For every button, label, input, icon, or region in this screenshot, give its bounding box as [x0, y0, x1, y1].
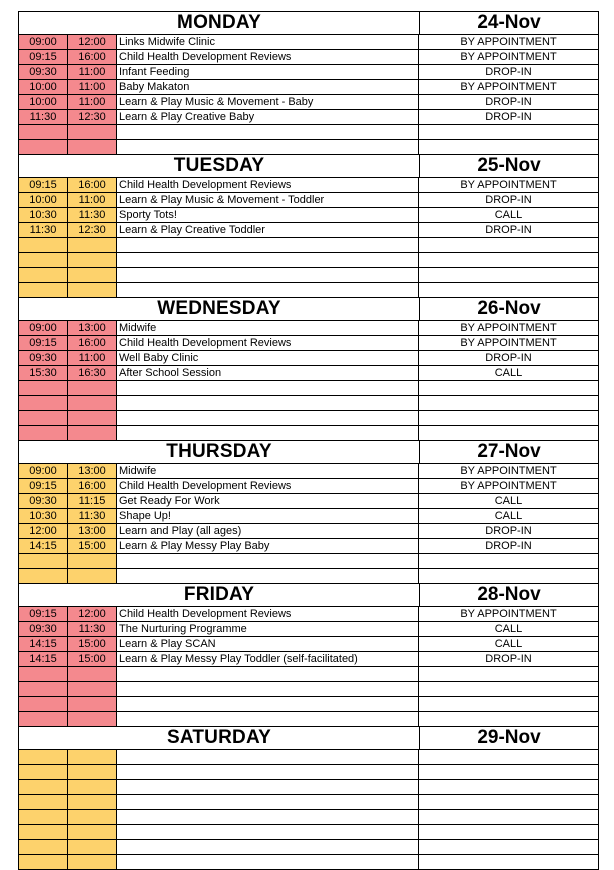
end-time-cell	[68, 381, 117, 395]
end-time-cell	[68, 667, 117, 681]
booking-note-cell: BY APPOINTMENT	[460, 337, 557, 349]
start-time-cell: 10:00	[19, 193, 68, 207]
day-header	[19, 155, 598, 178]
schedule-row	[19, 509, 598, 524]
booking-note-cell	[419, 283, 598, 297]
start-time-cell	[19, 381, 68, 395]
day-header	[19, 584, 598, 607]
schedule-row	[19, 381, 598, 396]
end-time-cell: 11:30	[68, 509, 117, 523]
activity-cell: After School Session	[117, 366, 419, 380]
booking-note-cell: CALL	[494, 209, 523, 221]
booking-note-cell: BY APPOINTMENT	[460, 608, 557, 620]
activity-cell	[117, 682, 419, 696]
start-time-cell: 11:30	[19, 110, 68, 124]
activity-cell: Child Health Development Reviews	[117, 178, 419, 192]
end-time-cell: 16:00	[68, 178, 117, 192]
end-time-cell: 12:30	[68, 223, 117, 237]
day-block-wednesday	[18, 297, 599, 440]
end-time-cell	[68, 712, 117, 726]
schedule-row	[19, 554, 598, 569]
schedule-row	[19, 464, 598, 479]
activity-cell: Child Health Development Reviews	[117, 50, 419, 64]
day-name: WEDNESDAY	[19, 298, 420, 320]
booking-note-cell: BY APPOINTMENT	[460, 322, 557, 334]
schedule-row	[19, 268, 598, 283]
booking-note-cell	[419, 712, 598, 726]
day-header	[19, 298, 598, 321]
start-time-cell: 09:30	[19, 622, 68, 636]
booking-note-cell: BY APPOINTMENT	[460, 81, 557, 93]
end-time-cell	[68, 825, 117, 839]
schedule-row	[19, 65, 598, 80]
activity-cell	[117, 712, 419, 726]
booking-note-cell: DROP-IN	[485, 96, 532, 108]
schedule-row	[19, 855, 598, 869]
end-time-cell: 13:00	[68, 464, 117, 478]
activity-cell: Learn & Play Creative Toddler	[117, 223, 419, 237]
end-time-cell	[68, 554, 117, 568]
booking-note-cell	[419, 411, 598, 425]
activity-cell	[117, 238, 419, 252]
booking-note-cell: DROP-IN	[485, 653, 532, 665]
activity-cell: Shape Up!	[117, 509, 419, 523]
schedule-row	[19, 95, 598, 110]
schedule-row	[19, 825, 598, 840]
schedule-row	[19, 193, 598, 208]
start-time-cell	[19, 569, 68, 583]
start-time-cell	[19, 750, 68, 764]
day-name: SATURDAY	[19, 727, 420, 749]
activity-cell	[117, 569, 419, 583]
schedule-row	[19, 426, 598, 440]
end-time-cell: 16:00	[68, 50, 117, 64]
end-time-cell: 12:00	[68, 607, 117, 621]
end-time-cell: 11:00	[68, 65, 117, 79]
booking-note-cell	[419, 682, 598, 696]
schedule-row	[19, 178, 598, 193]
activity-cell	[117, 283, 419, 297]
start-time-cell: 10:30	[19, 208, 68, 222]
schedule-row	[19, 35, 598, 50]
schedule-row	[19, 208, 598, 223]
schedule-row	[19, 321, 598, 336]
start-time-cell	[19, 667, 68, 681]
booking-note-cell: CALL	[494, 510, 523, 522]
start-time-cell	[19, 426, 68, 440]
start-time-cell	[19, 855, 68, 869]
activity-cell: Learn and Play (all ages)	[117, 524, 419, 538]
end-time-cell: 16:30	[68, 366, 117, 380]
schedule-row	[19, 682, 598, 697]
activity-cell: Infant Feeding	[117, 65, 419, 79]
end-time-cell	[68, 238, 117, 252]
activity-cell: Learn & Play Messy Play Baby	[117, 539, 419, 553]
activity-cell	[117, 697, 419, 711]
booking-note-cell: CALL	[494, 638, 523, 650]
booking-note-cell: CALL	[494, 623, 523, 635]
end-time-cell: 11:15	[68, 494, 117, 508]
activity-cell: Well Baby Clinic	[117, 351, 419, 365]
booking-note-cell: DROP-IN	[485, 194, 532, 206]
start-time-cell	[19, 682, 68, 696]
day-name: MONDAY	[19, 12, 420, 34]
end-time-cell: 15:00	[68, 539, 117, 553]
schedule-row	[19, 253, 598, 268]
activity-cell	[117, 411, 419, 425]
activity-cell	[117, 140, 419, 154]
end-time-cell: 11:30	[68, 208, 117, 222]
activity-cell: Child Health Development Reviews	[117, 336, 419, 350]
schedule-row	[19, 80, 598, 95]
weekly-timetable	[18, 11, 599, 870]
booking-note-cell: DROP-IN	[485, 540, 532, 552]
start-time-cell	[19, 283, 68, 297]
start-time-cell: 10:00	[19, 80, 68, 94]
activity-cell	[117, 667, 419, 681]
end-time-cell: 12:30	[68, 110, 117, 124]
activity-cell	[117, 825, 419, 839]
day-date: 29-Nov	[477, 727, 541, 748]
activity-cell: Links Midwife Clinic	[117, 35, 419, 49]
booking-note-cell	[419, 840, 598, 854]
booking-note-cell: DROP-IN	[485, 224, 532, 236]
start-time-cell: 12:00	[19, 524, 68, 538]
start-time-cell	[19, 554, 68, 568]
activity-cell: Learn & Play Music & Movement - Baby	[117, 95, 419, 109]
schedule-row	[19, 494, 598, 509]
start-time-cell: 09:15	[19, 607, 68, 621]
start-time-cell: 15:30	[19, 366, 68, 380]
schedule-row	[19, 351, 598, 366]
booking-note-cell	[419, 238, 598, 252]
booking-note-cell	[419, 765, 598, 779]
start-time-cell: 10:00	[19, 95, 68, 109]
activity-cell: Child Health Development Reviews	[117, 479, 419, 493]
schedule-row	[19, 411, 598, 426]
end-time-cell	[68, 125, 117, 139]
start-time-cell	[19, 712, 68, 726]
end-time-cell	[68, 855, 117, 869]
booking-note-cell	[419, 140, 598, 154]
booking-note-cell: BY APPOINTMENT	[460, 36, 557, 48]
end-time-cell: 16:00	[68, 479, 117, 493]
booking-note-cell	[419, 750, 598, 764]
schedule-row	[19, 396, 598, 411]
end-time-cell: 11:00	[68, 80, 117, 94]
activity-cell	[117, 396, 419, 410]
start-time-cell: 09:15	[19, 178, 68, 192]
activity-cell	[117, 268, 419, 282]
booking-note-cell	[419, 697, 598, 711]
activity-cell	[117, 810, 419, 824]
activity-cell: Child Health Development Reviews	[117, 607, 419, 621]
end-time-cell: 11:00	[68, 351, 117, 365]
start-time-cell: 09:30	[19, 65, 68, 79]
booking-note-cell: CALL	[494, 367, 523, 379]
schedule-row	[19, 539, 598, 554]
activity-cell	[117, 125, 419, 139]
schedule-row	[19, 125, 598, 140]
end-time-cell	[68, 840, 117, 854]
booking-note-cell	[419, 825, 598, 839]
day-block-monday	[18, 11, 599, 154]
schedule-row	[19, 765, 598, 780]
booking-note-cell	[419, 268, 598, 282]
booking-note-cell	[419, 396, 598, 410]
activity-cell: Learn & Play SCAN	[117, 637, 419, 651]
start-time-cell: 11:30	[19, 223, 68, 237]
end-time-cell	[68, 795, 117, 809]
start-time-cell: 09:00	[19, 35, 68, 49]
activity-cell: The Nurturing Programme	[117, 622, 419, 636]
day-header	[19, 12, 598, 35]
schedule-row	[19, 479, 598, 494]
end-time-cell: 11:00	[68, 193, 117, 207]
start-time-cell	[19, 396, 68, 410]
booking-note-cell	[419, 554, 598, 568]
start-time-cell: 09:00	[19, 464, 68, 478]
start-time-cell	[19, 765, 68, 779]
end-time-cell: 15:00	[68, 652, 117, 666]
end-time-cell	[68, 396, 117, 410]
day-name: TUESDAY	[19, 155, 420, 177]
day-name: THURSDAY	[19, 441, 420, 463]
booking-note-cell	[419, 569, 598, 583]
schedule-row	[19, 667, 598, 682]
activity-cell	[117, 795, 419, 809]
end-time-cell: 12:00	[68, 35, 117, 49]
end-time-cell	[68, 140, 117, 154]
schedule-row	[19, 238, 598, 253]
end-time-cell: 15:00	[68, 637, 117, 651]
end-time-cell: 13:00	[68, 321, 117, 335]
booking-note-cell: BY APPOINTMENT	[460, 480, 557, 492]
schedule-row	[19, 283, 598, 297]
end-time-cell	[68, 682, 117, 696]
activity-cell: Sporty Tots!	[117, 208, 419, 222]
day-date: 27-Nov	[477, 441, 541, 462]
start-time-cell: 10:30	[19, 509, 68, 523]
schedule-row	[19, 712, 598, 726]
day-date: 25-Nov	[477, 155, 541, 176]
start-time-cell	[19, 253, 68, 267]
start-time-cell: 09:30	[19, 351, 68, 365]
schedule-row	[19, 524, 598, 539]
start-time-cell	[19, 697, 68, 711]
activity-cell: Learn & Play Messy Play Toddler (self-facilitated)	[117, 652, 419, 666]
booking-note-cell	[419, 795, 598, 809]
booking-note-cell	[419, 780, 598, 794]
activity-cell	[117, 765, 419, 779]
start-time-cell	[19, 125, 68, 139]
end-time-cell	[68, 750, 117, 764]
booking-note-cell: BY APPOINTMENT	[460, 179, 557, 191]
booking-note-cell: DROP-IN	[485, 525, 532, 537]
end-time-cell	[68, 268, 117, 282]
end-time-cell	[68, 426, 117, 440]
booking-note-cell: DROP-IN	[485, 352, 532, 364]
end-time-cell	[68, 253, 117, 267]
end-time-cell: 11:00	[68, 95, 117, 109]
start-time-cell	[19, 411, 68, 425]
start-time-cell	[19, 780, 68, 794]
end-time-cell	[68, 780, 117, 794]
end-time-cell	[68, 569, 117, 583]
activity-cell	[117, 381, 419, 395]
booking-note-cell: BY APPOINTMENT	[460, 51, 557, 63]
end-time-cell	[68, 697, 117, 711]
end-time-cell: 11:30	[68, 622, 117, 636]
booking-note-cell	[419, 810, 598, 824]
day-date: 26-Nov	[477, 298, 541, 319]
activity-cell	[117, 780, 419, 794]
booking-note-cell	[419, 426, 598, 440]
day-date: 28-Nov	[477, 584, 541, 605]
day-block-thursday	[18, 440, 599, 583]
booking-note-cell	[419, 381, 598, 395]
activity-cell	[117, 253, 419, 267]
start-time-cell	[19, 810, 68, 824]
end-time-cell	[68, 411, 117, 425]
end-time-cell	[68, 810, 117, 824]
schedule-row	[19, 223, 598, 238]
booking-note-cell	[419, 253, 598, 267]
start-time-cell: 14:15	[19, 637, 68, 651]
schedule-row	[19, 110, 598, 125]
schedule-row	[19, 622, 598, 637]
activity-cell: Baby Makaton	[117, 80, 419, 94]
booking-note-cell	[419, 667, 598, 681]
booking-note-cell	[419, 125, 598, 139]
start-time-cell	[19, 140, 68, 154]
schedule-row	[19, 795, 598, 810]
schedule-row	[19, 50, 598, 65]
day-block-friday	[18, 583, 599, 726]
day-name: FRIDAY	[19, 584, 420, 606]
start-time-cell	[19, 825, 68, 839]
schedule-row	[19, 637, 598, 652]
day-date: 24-Nov	[477, 12, 541, 33]
schedule-row	[19, 652, 598, 667]
start-time-cell	[19, 840, 68, 854]
schedule-row	[19, 607, 598, 622]
schedule-row	[19, 750, 598, 765]
booking-note-cell: DROP-IN	[485, 111, 532, 123]
start-time-cell: 09:15	[19, 50, 68, 64]
end-time-cell: 16:00	[68, 336, 117, 350]
schedule-row	[19, 697, 598, 712]
schedule-row	[19, 336, 598, 351]
activity-cell: Get Ready For Work	[117, 494, 419, 508]
end-time-cell	[68, 765, 117, 779]
day-header	[19, 441, 598, 464]
activity-cell	[117, 840, 419, 854]
schedule-row	[19, 366, 598, 381]
activity-cell: Learn & Play Creative Baby	[117, 110, 419, 124]
start-time-cell	[19, 795, 68, 809]
day-block-tuesday	[18, 154, 599, 297]
activity-cell	[117, 855, 419, 869]
start-time-cell: 09:15	[19, 336, 68, 350]
booking-note-cell: CALL	[494, 495, 523, 507]
activity-cell	[117, 554, 419, 568]
booking-note-cell: BY APPOINTMENT	[460, 465, 557, 477]
activity-cell	[117, 750, 419, 764]
schedule-row	[19, 810, 598, 825]
schedule-row	[19, 140, 598, 154]
booking-note-cell	[419, 855, 598, 869]
start-time-cell: 09:30	[19, 494, 68, 508]
activity-cell: Midwife	[117, 321, 419, 335]
end-time-cell	[68, 283, 117, 297]
start-time-cell: 09:15	[19, 479, 68, 493]
schedule-row	[19, 569, 598, 583]
start-time-cell: 09:00	[19, 321, 68, 335]
start-time-cell: 14:15	[19, 539, 68, 553]
activity-cell: Midwife	[117, 464, 419, 478]
start-time-cell	[19, 268, 68, 282]
activity-cell	[117, 426, 419, 440]
booking-note-cell: DROP-IN	[485, 66, 532, 78]
day-block-saturday	[18, 726, 599, 870]
schedule-row	[19, 780, 598, 795]
activity-cell: Learn & Play Music & Movement - Toddler	[117, 193, 419, 207]
start-time-cell: 14:15	[19, 652, 68, 666]
day-header	[19, 727, 598, 750]
end-time-cell: 13:00	[68, 524, 117, 538]
start-time-cell	[19, 238, 68, 252]
schedule-row	[19, 840, 598, 855]
